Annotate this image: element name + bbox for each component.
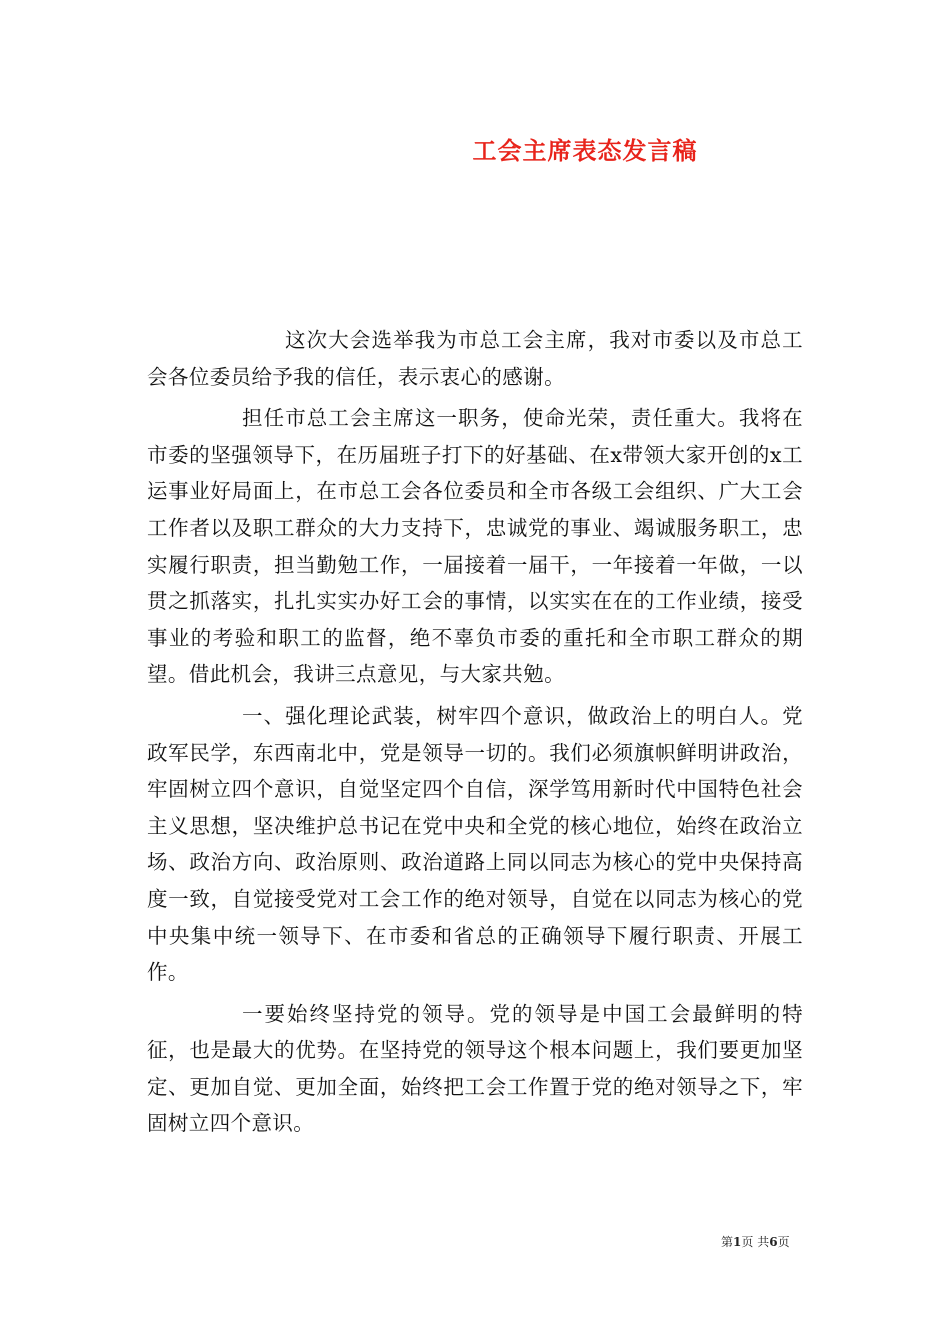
paragraph-4: 一要始终坚持党的领导。党的领导是中国工会最鲜明的特征，也是最大的优势。在坚持党的领导这个根本问题上，我们要更加坚定、更加自觉、更加全面，始终把工会工作置于党的绝对领导之下，牢固树立四个意识。 — [147, 1001, 803, 1136]
paragraph-3: 一、强化理论武装，树牢四个意识，做政治上的明白人。党政军民学，东西南北中，党是领导一切的。我们必须旗帜鲜明讲政治，牢固树立四个意识，自觉坚定四个自信，深学笃用新时代中国特色社会主义思想，坚决维护总书记在党中央和全党的核心地位，始终在政治立场、政治方向、政治原则、政治道路上同以同志为核心的党中央保持高度一致，自觉接受党对工会工作的绝对领导，自觉在以同志为核心的党中央集中统一领导下、在市委和省总的正确领导下履行职责、开展工作。 — [147, 703, 803, 985]
paragraph-2: 担任市总工会主席这一职务，使命光荣，责任重大。我将在市委的坚强领导下，在历届班子打下的好基础、在x带领大家开创的x工运事业好局面上，在市总工会各位委员和全市各级工会组织、广大工会工作者以及职工群众的大力支持下，忠诚党的事业、竭诚服务职工，忠实履行职责，担当勤勉工作，一届接着一届干，一年接着一年做，一以贯之抓落实，扎扎实实办好工会的事情，以实实在在的工作业绩，接受事业的考验和职工的监督，绝不辜负市委的重托和全市职工群众的期望。借此机会，我讲三点意见，与大家共勉。 — [147, 406, 803, 687]
footer-suffix: 页 — [777, 1235, 790, 1249]
footer-total-pages: 6 — [769, 1235, 778, 1249]
page-footer — [721, 1234, 790, 1250]
paragraph-1: 这次大会选举我为市总工会主席，我对市委以及市总工会各位委员给予我的信任，表示衷心的感谢。 — [147, 328, 803, 389]
document-body — [147, 322, 803, 1147]
document-title: 工会主席表态发言稿 — [472, 136, 698, 165]
footer-prefix: 第 — [721, 1235, 734, 1249]
footer-current-page: 1 — [733, 1235, 742, 1249]
footer-middle: 页 共 — [741, 1235, 770, 1249]
